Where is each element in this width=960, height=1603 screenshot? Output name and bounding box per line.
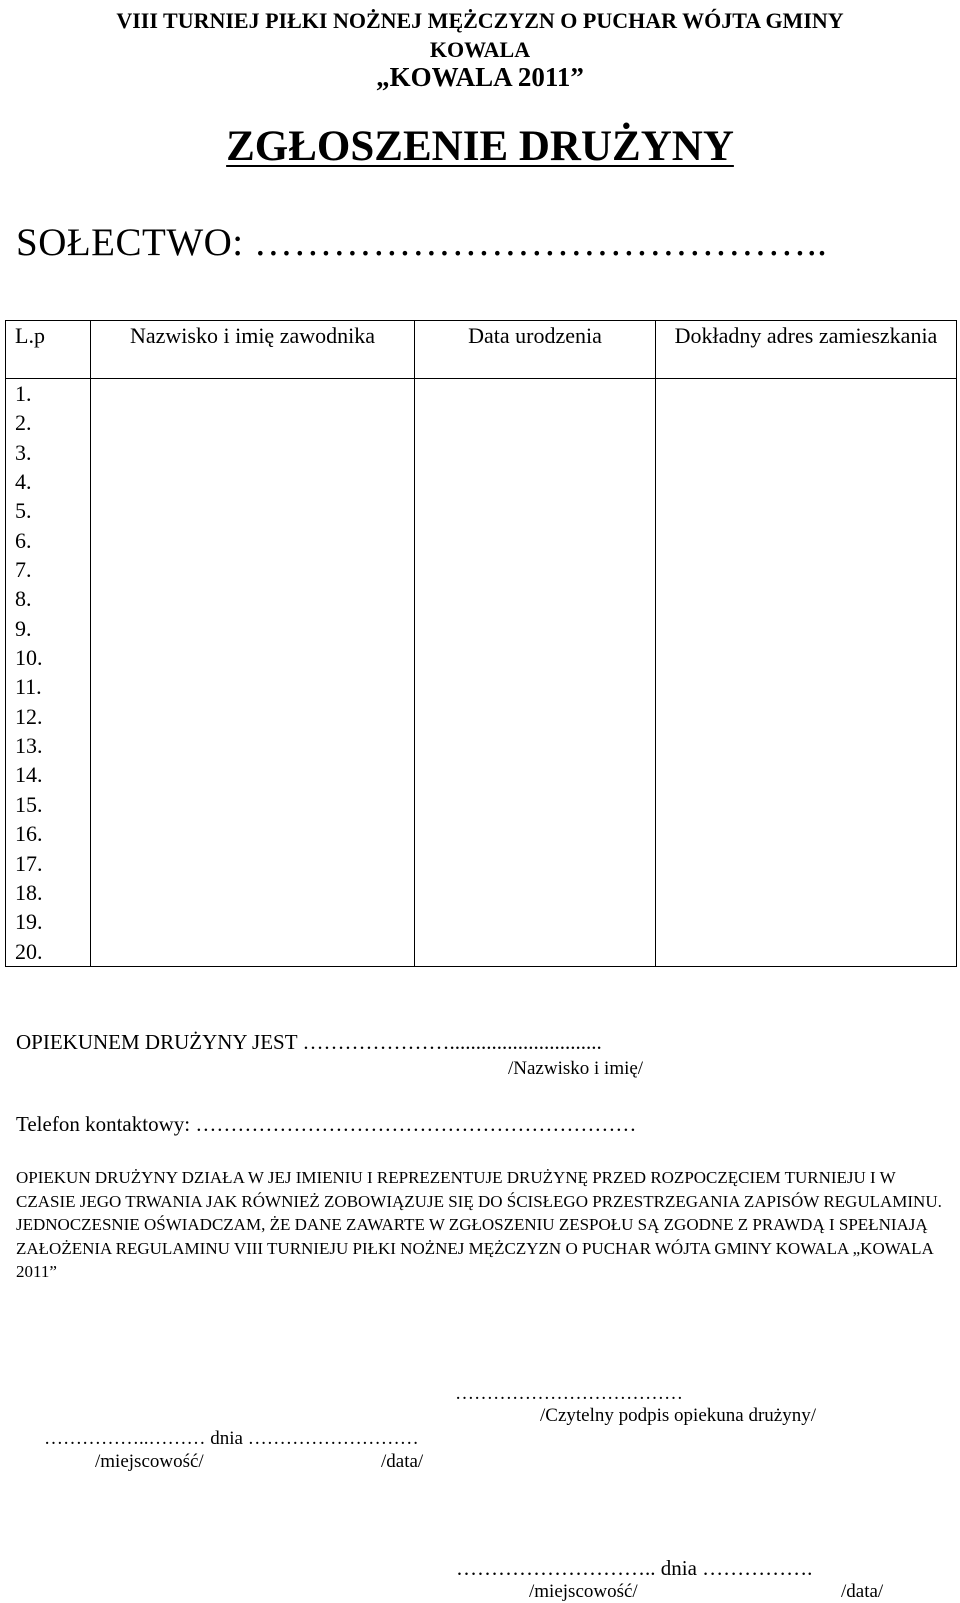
guardian-label: OPIEKUNEM DRUŻYNY JEST [16, 1030, 298, 1054]
date-caption-1: /data/ [381, 1451, 424, 1472]
row-number: 5. [15, 498, 32, 524]
solectwo-dots: …………………………………….. [253, 221, 828, 264]
solectwo-label: SOŁECTWO: [16, 221, 244, 264]
tournament-subtitle: „KOWALA 2011” [376, 62, 584, 92]
declaration-paragraph-2: JEDNOCZESNIE OŚWIADCZAM, ŻE DANE ZAWARTE W ZGŁOSZENIU ZESPOŁU SĄ ZGODNE Z PRAWDĄ I SPEŁNIAJĄ ZAŁOŻENIA REGULAMINU VIII TURNIEJU PIŁKI NOŻNEJ MĘŻCZYZN O PUCHAR WÓJTA GMINY KOWALA „KOWALA 2011” [16, 1215, 933, 1281]
form-title: ZGŁOSZENIE DRUŻYNY [226, 123, 734, 170]
tournament-title-line2: KOWALA [429, 37, 531, 62]
row-number: 6. [15, 527, 32, 553]
birthdates-cell[interactable] [415, 379, 656, 967]
row-numbers-cell [6, 379, 91, 967]
guardian-field[interactable] [16, 1030, 602, 1055]
declaration-paragraph-1: OPIEKUN DRUŻYNY DZIAŁA W JEJ IMIENIU I REPREZENTUJE DRUŻYNĘ PRZED ROZPOCZĘCIEM TURNIEJU I W CZASIE JEGO TRWANIA JAK RÓWNIEŻ ZOBOWIĄZUJE SIĘ DO ŚCISŁEGO PRZESTRZEGANIA ZAPISÓW REGULAMINU. [16, 1168, 942, 1211]
row-number: 19. [15, 909, 43, 935]
table-row [6, 379, 957, 967]
phone-field[interactable] [16, 1112, 636, 1137]
header-lp: L.p [6, 321, 91, 379]
row-number: 16. [15, 821, 43, 847]
row-number: 1. [15, 381, 32, 406]
place-date-2-line[interactable]: ……………………….. dnia ……………. [456, 1556, 813, 1580]
row-number: 11. [15, 674, 42, 700]
row-number: 20. [15, 938, 43, 964]
row-number: 12. [15, 703, 43, 729]
place-caption-1: /miejscowość/ [95, 1451, 204, 1472]
phone-label: Telefon kontaktowy: [16, 1112, 191, 1136]
row-number: 13. [15, 733, 43, 759]
player-names-cell[interactable] [91, 379, 415, 967]
tournament-title [0, 6, 960, 64]
row-number: 7. [15, 557, 32, 583]
row-number: 9. [15, 615, 32, 641]
row-number: 15. [15, 791, 43, 817]
row-number: 4. [15, 469, 32, 495]
header-name: Nazwisko i imię zawodnika [91, 321, 415, 379]
tournament-title-line1: VIII TURNIEJ PIŁKI NOŻNEJ MĘŻCZYZN O PUCHAR WÓJTA GMINY [116, 8, 844, 33]
row-number: 18. [15, 879, 43, 905]
guardian-dots: …………………............................. [302, 1030, 602, 1054]
guardian-caption: /Nazwisko i imię/ [508, 1058, 644, 1079]
addresses-cell[interactable] [656, 379, 957, 967]
players-table [5, 320, 957, 967]
row-number: 2. [15, 410, 32, 436]
place-date-1-line[interactable]: ……………..……… dnia ……………………… [44, 1428, 419, 1449]
row-number: 3. [15, 439, 32, 465]
phone-dots: ……………………………………………………… [195, 1112, 637, 1136]
declaration [16, 1166, 951, 1284]
row-number: 14. [15, 762, 43, 788]
solectwo-field[interactable] [16, 220, 827, 265]
place-caption-2: /miejscowość/ [529, 1581, 638, 1602]
table-header-row [6, 321, 957, 379]
header-birthdate: Data urodzenia [415, 321, 656, 379]
row-number: 10. [15, 645, 43, 671]
date-caption-2: /data/ [841, 1581, 884, 1602]
signature-caption: /Czytelny podpis opiekuna drużyny/ [540, 1405, 816, 1426]
signature-dots: ……………………………… [455, 1383, 683, 1404]
header-address: Dokładny adres zamieszkania [656, 321, 957, 379]
row-number: 17. [15, 850, 43, 876]
row-number: 8. [15, 586, 32, 612]
